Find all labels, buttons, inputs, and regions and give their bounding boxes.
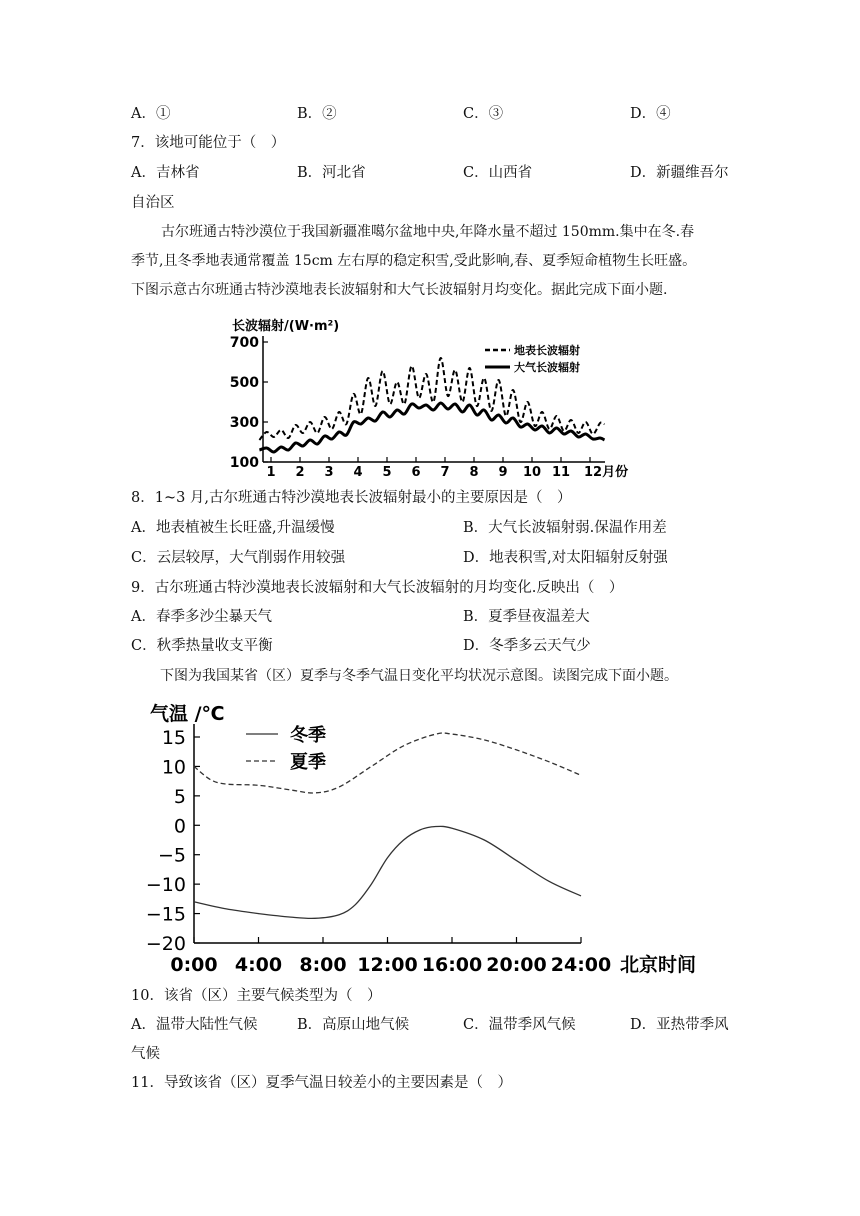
chart1-x-tick-label: 12月份 [584,465,629,480]
chart-daily-temperature [140,692,720,982]
chart2-y-tick-label: 5 [173,785,186,808]
q9-option-a: A．春季多沙尘暴天气 [131,609,272,625]
chart2-y-tick-label: −15 [145,903,186,926]
chart2-legend-summer: 夏季 [290,752,326,773]
chart1-x-tick-label: 9 [498,465,508,480]
chart2-x-tick-label: 8:00 [299,954,347,976]
chart1-x-tick-label: 4 [353,465,363,480]
q6-option-b: B．② [297,106,337,122]
q7-option-d-continued: 自治区 [131,195,175,211]
chart1-x-tick-label: 7 [440,465,450,480]
q9-option-d: D．冬季多云天气少 [463,638,591,654]
chart2-xlabel: 北京时间 [620,954,697,976]
q8-option-c: C．云层较厚，大气削弱作用较强 [131,550,346,566]
chart1-legend-surface: 地表长波辐射 [514,344,580,357]
passage-1-line: 下图示意古尔班通古特沙漠地表长波辐射和大气长波辐射月均变化。据此完成下面小题. [131,282,668,298]
q6-option-c: C．③ [463,106,504,122]
chart2-y-tick-label: −20 [145,933,186,955]
chart1-ylabel: 长波辐射/(W·m²) [232,319,340,334]
chart-longwave-radiation [222,312,642,482]
q7-option-b: B．河北省 [297,165,366,181]
q10-option-d-continued: 气候 [131,1046,160,1062]
winter-temperature-line [194,826,581,918]
passage-1 [131,218,731,305]
passage-2: 下图为我国某省（区）夏季与冬季气温日变化平均状况示意图。读图完成下面小题。 [160,668,678,684]
q7-option-c: C．山西省 [463,165,533,181]
q9-stem: 9．古尔班通古特沙漠地表长波辐射和大气长波辐射的月均变化.反映出（ ） [131,580,624,596]
chart2-y-tick-label: 10 [161,756,186,779]
q7-option-a: A．吉林省 [131,165,200,181]
chart2-y-tick-label: 0 [173,815,186,838]
q6-option-d: D．④ [630,106,671,122]
q8-option-d: D．地表积雪,对太阳辐射反射强 [463,550,668,566]
chart1-x-tick-label: 6 [411,465,421,480]
q10-option-d: D．亚热带季风 [630,1017,729,1033]
chart2-y-tick-label: −10 [145,874,186,897]
chart2-legend-winter: 冬季 [290,725,326,746]
chart1-x-tick-label: 11 [551,465,571,480]
chart1-x-tick-label: 10 [522,465,542,480]
q11-stem: 11．导致该省（区）夏季气温日较差小的主要因素是（ ） [131,1075,512,1091]
chart1-x-tick-label: 3 [324,465,334,480]
q9-option-c: C．秋季热量收支平衡 [131,638,273,654]
chart2-x-tick-label: 0:00 [170,954,218,976]
q6-option-a: A．① [131,106,171,122]
chart1-x-tick-label: 5 [382,465,392,480]
q10-option-a: A．温带大陆性气候 [131,1017,258,1033]
chart2-ylabel: 气温 /℃ [150,703,225,725]
q10-stem: 10．该省（区）主要气候类型为（ ） [131,988,382,1004]
chart2-x-tick-label: 4:00 [234,954,283,976]
chart1-y-tick-label: 700 [229,335,259,351]
passage-1-line: 季节,且冬季地表通常覆盖 15cm 左右厚的稳定积雪,受此影响,春、夏季短命植物生长旺盛。 [131,253,697,269]
chart1-x-tick-label: 1 [266,465,276,480]
q8-stem: 8．1~3 月,古尔班通古特沙漠地表长波辐射最小的主要原因是（ ） [131,490,572,506]
chart1-x-tick-label: 2 [295,465,305,480]
chart2-y-tick-label: −5 [157,844,186,867]
chart2-x-tick-label: 20:00 [486,954,547,976]
chart1-y-tick-label: 500 [229,375,259,391]
passage-1-line: 古尔班通古特沙漠位于我国新疆准噶尔盆地中央,年降水量不超过 150mm.集中在冬.春 [161,224,695,240]
q7-option-d: D．新疆维吾尔 [630,165,729,181]
chart1-x-tick-label: 8 [469,465,479,480]
chart2-x-tick-label: 12:00 [357,954,418,976]
summer-temperature-line [194,733,581,793]
q8-option-a: A．地表植被生长旺盛,升温缓慢 [131,520,335,536]
chart1-y-tick-label: 300 [229,415,259,431]
q9-option-b: B．夏季昼夜温差大 [463,609,590,625]
q10-option-b: B．高原山地气候 [297,1017,410,1033]
chart1-legend-atmosphere: 大气长波辐射 [514,361,580,374]
chart1-y-tick-label: 100 [229,455,259,471]
q8-option-b: B．大气长波辐射弱.保温作用差 [463,520,667,536]
chart2-y-tick-label: 15 [161,727,186,749]
chart2-x-tick-label: 16:00 [421,954,483,976]
atmospheric-radiation-line [259,403,604,452]
q7-stem: 7．该地可能位于（ ） [131,135,286,151]
chart2-x-tick-label: 24:00 [550,954,612,976]
q10-option-c: C．温带季风气候 [463,1017,576,1033]
